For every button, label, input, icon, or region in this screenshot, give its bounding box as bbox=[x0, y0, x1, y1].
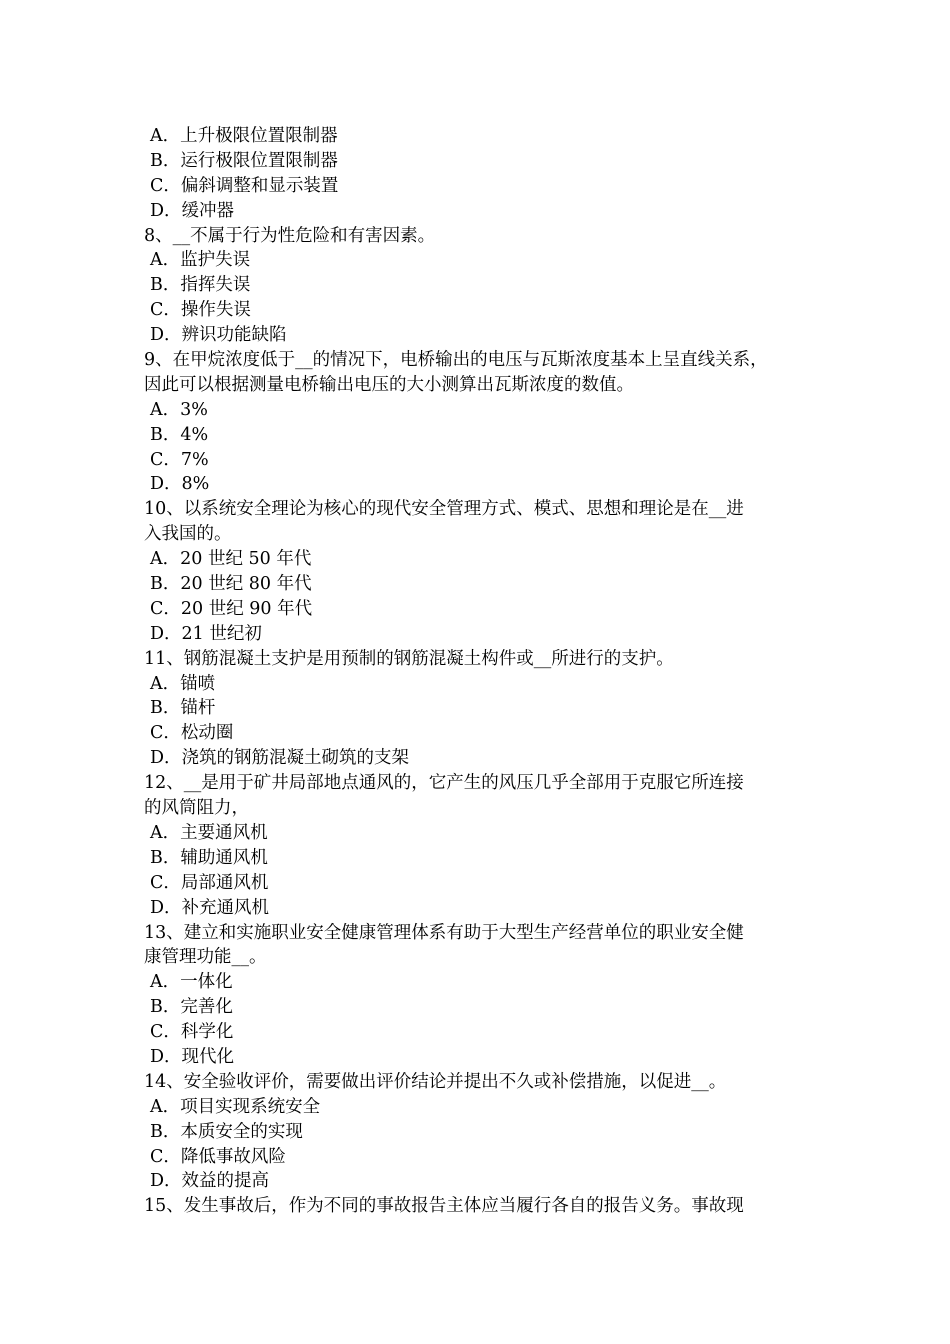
answer-option: C．科学化 bbox=[150, 1022, 234, 1043]
answer-option: C．7% bbox=[150, 449, 209, 470]
question-text: 10、以系统安全理论为核心的现代安全管理方式、模式、思想和理论是在__进 bbox=[144, 499, 744, 520]
question-text: 15、发生事故后，作为不同的事故报告主体应当履行各自的报告义务。事故现 bbox=[144, 1196, 744, 1217]
answer-option: D．补充通风机 bbox=[150, 897, 270, 918]
answer-option: A．监护失误 bbox=[150, 250, 251, 271]
answer-option: A．锚喷 bbox=[150, 673, 216, 694]
document-body bbox=[144, 124, 834, 1219]
answer-option: D．缓冲器 bbox=[150, 200, 235, 221]
answer-option: C．操作失误 bbox=[150, 300, 251, 321]
answer-option: B．完善化 bbox=[150, 997, 233, 1018]
answer-option: B．本质安全的实现 bbox=[150, 1121, 303, 1142]
answer-option: B．运行极限位置限制器 bbox=[150, 150, 338, 171]
answer-option: A．项目实现系统安全 bbox=[150, 1096, 321, 1117]
answer-option: B．指挥失误 bbox=[150, 275, 251, 296]
question-continuation: 入我国的。 bbox=[144, 524, 232, 545]
answer-option: A．3% bbox=[150, 399, 208, 420]
answer-option: D．现代化 bbox=[150, 1046, 235, 1067]
question-text: 8、__不属于行为性危险和有害因素。 bbox=[144, 225, 436, 246]
answer-option: A．上升极限位置限制器 bbox=[150, 126, 338, 146]
answer-option: B．4% bbox=[150, 424, 209, 445]
answer-option: C．局部通风机 bbox=[150, 872, 269, 893]
answer-option: B．辅助通风机 bbox=[150, 847, 268, 868]
question-text: 9、在甲烷浓度低于__的情况下，电桥输出的电压与瓦斯浓度基本上呈直线关系， bbox=[144, 350, 768, 371]
answer-option: C．松动圈 bbox=[150, 723, 234, 744]
answer-option: D．8% bbox=[150, 474, 210, 495]
question-continuation: 因此可以根据测量电桥输出电压的大小测算出瓦斯浓度的数值。 bbox=[144, 374, 634, 395]
answer-option: D．21 世纪初 bbox=[150, 623, 262, 644]
answer-option: C．20 世纪 90 年代 bbox=[150, 598, 313, 619]
answer-option: B．锚杆 bbox=[150, 698, 216, 719]
answer-option: C．降低事故风险 bbox=[150, 1146, 286, 1167]
answer-option: D．辨识功能缺陷 bbox=[150, 325, 287, 346]
answer-option: D．浇筑的钢筋混凝土砌筑的支架 bbox=[150, 748, 410, 769]
question-text: 11、钢筋混凝土支护是用预制的钢筋混凝土构件或__所进行的支护。 bbox=[144, 648, 674, 669]
answer-option: A．一体化 bbox=[150, 972, 233, 993]
answer-option: A．主要通风机 bbox=[150, 822, 268, 843]
answer-option: A．20 世纪 50 年代 bbox=[150, 549, 312, 570]
answer-option: B．20 世纪 80 年代 bbox=[150, 574, 312, 595]
question-text: 14、安全验收评价，需要做出评价结论并提出不久或补偿措施，以促进__。 bbox=[144, 1071, 727, 1092]
question-continuation: 康管理功能__。 bbox=[144, 947, 267, 968]
question-text: 12、__是用于矿井局部地点通风的，它产生的风压几乎全部用于克服它所连接 bbox=[144, 773, 744, 794]
question-continuation: 的风筒阻力， bbox=[144, 798, 249, 819]
answer-option: D．效益的提高 bbox=[150, 1171, 270, 1192]
answer-option: C．偏斜调整和显示装置 bbox=[150, 175, 339, 196]
question-text: 13、建立和实施职业安全健康管理体系有助于大型生产经营单位的职业安全健 bbox=[144, 922, 744, 943]
